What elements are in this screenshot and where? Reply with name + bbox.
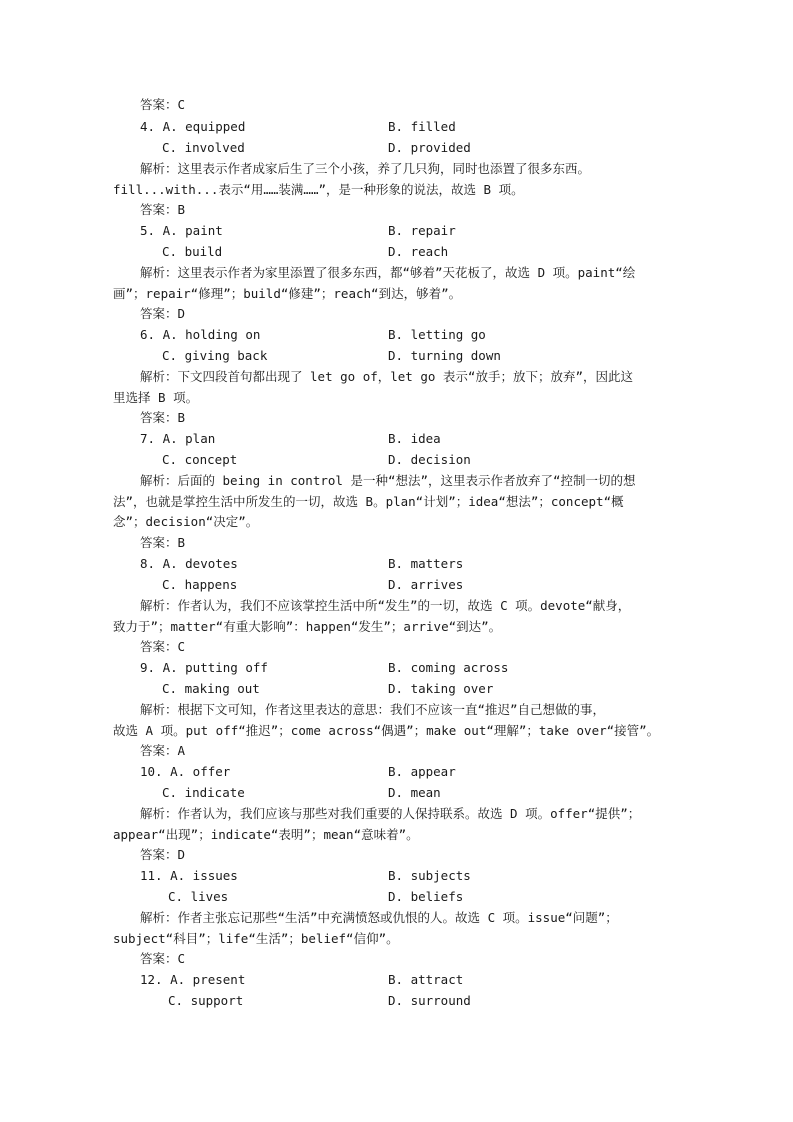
option-a: 9. A. putting off — [140, 660, 268, 675]
explanation-line: subject“科目”；life“生活”；belief“信仰”。 — [113, 931, 399, 946]
explanation-line: 解析：作者认为，我们不应该掌控生活中所“发生”的一切，故选 C 项。devote“献身， — [140, 598, 631, 613]
answer-line: 答案：D — [140, 847, 186, 862]
explanation-line: 解析：这里表示作者成家后生了三个小孩，养了几只狗，同时也添置了很多东西。 — [140, 161, 591, 176]
explanation-line: 画”；repair“修理”；build“修建”；reach“到达，够着”。 — [113, 286, 462, 301]
option-b: B. repair — [388, 223, 456, 238]
explanation-line: 解析：下文四段首句都出现了 let go of，let go 表示“放手；放下；放弃”，因此这 — [140, 369, 633, 384]
option-a: 11. A. issues — [140, 868, 238, 883]
option-d: D. surround — [388, 993, 471, 1008]
option-c: C. indicate — [162, 785, 245, 800]
option-b: B. appear — [388, 764, 456, 779]
option-a: 5. A. paint — [140, 223, 223, 238]
option-a: 12. A. present — [140, 972, 246, 987]
option-c: C. happens — [162, 577, 238, 592]
option-b: B. letting go — [388, 327, 486, 342]
option-d: D. provided — [388, 140, 471, 155]
option-c: C. lives — [168, 889, 229, 904]
explanation-line: 解析：作者认为，我们应该与那些对我们重要的人保持联系。故选 D 项。offer“提供”； — [140, 806, 641, 821]
answer-line: 答案：C — [140, 97, 186, 112]
option-d: D. taking over — [388, 681, 494, 696]
option-d: D. turning down — [388, 348, 501, 363]
explanation-line: 念”；decision“决定”。 — [113, 514, 259, 529]
option-c: C. giving back — [162, 348, 268, 363]
option-d: D. mean — [388, 785, 441, 800]
option-b: B. idea — [388, 431, 441, 446]
option-d: D. reach — [388, 244, 449, 259]
option-c: C. involved — [162, 140, 245, 155]
answer-line: 答案：C — [140, 951, 186, 966]
option-c: C. concept — [162, 452, 238, 467]
option-b: B. attract — [388, 972, 464, 987]
explanation-line: appear“出现”；indicate“表明”；mean“意味着”。 — [113, 827, 419, 842]
option-c: C. support — [168, 993, 244, 1008]
answer-line: 答案：D — [140, 306, 186, 321]
option-a: 4. A. equipped — [140, 119, 246, 134]
explanation-line: 法”，也就是掌控生活中所发生的一切，故选 B。plan“计划”；idea“想法”；concept“概 — [113, 494, 624, 509]
answer-line: 答案：B — [140, 410, 186, 425]
option-b: B. filled — [388, 119, 456, 134]
option-c: C. making out — [162, 681, 260, 696]
option-b: B. subjects — [388, 868, 471, 883]
option-c: C. build — [162, 244, 223, 259]
explanation-line: 解析：后面的 being in control 是一种“想法”，这里表示作者放弃了“控制一切的想 — [140, 473, 636, 488]
option-a: 8. A. devotes — [140, 556, 238, 571]
answer-line: 答案：B — [140, 535, 186, 550]
option-d: D. beliefs — [388, 889, 464, 904]
explanation-line: 解析：作者主张忘记那些“生活”中充满愤怒或仇恨的人。故选 C 项。issue“问题”； — [140, 910, 618, 925]
answer-line: 答案：C — [140, 639, 186, 654]
option-d: D. decision — [388, 452, 471, 467]
explanation-line: 故选 A 项。put off“推迟”；come across“偶遇”；make out“理解”；take over“接管”。 — [113, 723, 660, 738]
option-b: B. matters — [388, 556, 464, 571]
option-d: D. arrives — [388, 577, 464, 592]
explanation-line: fill...with...表示“用……装满……”，是一种形象的说法，故选 B 项。 — [113, 182, 524, 197]
explanation-line: 解析：这里表示作者为家里添置了很多东西，都“够着”天花板了，故选 D 项。paint“绘 — [140, 265, 636, 280]
explanation-line: 解析：根据下文可知，作者这里表达的意思：我们不应该一直“推迟”自己想做的事， — [140, 702, 606, 717]
explanation-line: 里选择 B 项。 — [113, 390, 199, 405]
answer-line: 答案：B — [140, 202, 186, 217]
option-a: 10. A. offer — [140, 764, 231, 779]
option-a: 7. A. plan — [140, 431, 216, 446]
answer-line: 答案：A — [140, 743, 186, 758]
explanation-line: 致力于”；matter“有重大影响”：happen“发生”；arrive“到达”。 — [113, 619, 502, 634]
option-a: 6. A. holding on — [140, 327, 261, 342]
option-b: B. coming across — [388, 660, 509, 675]
